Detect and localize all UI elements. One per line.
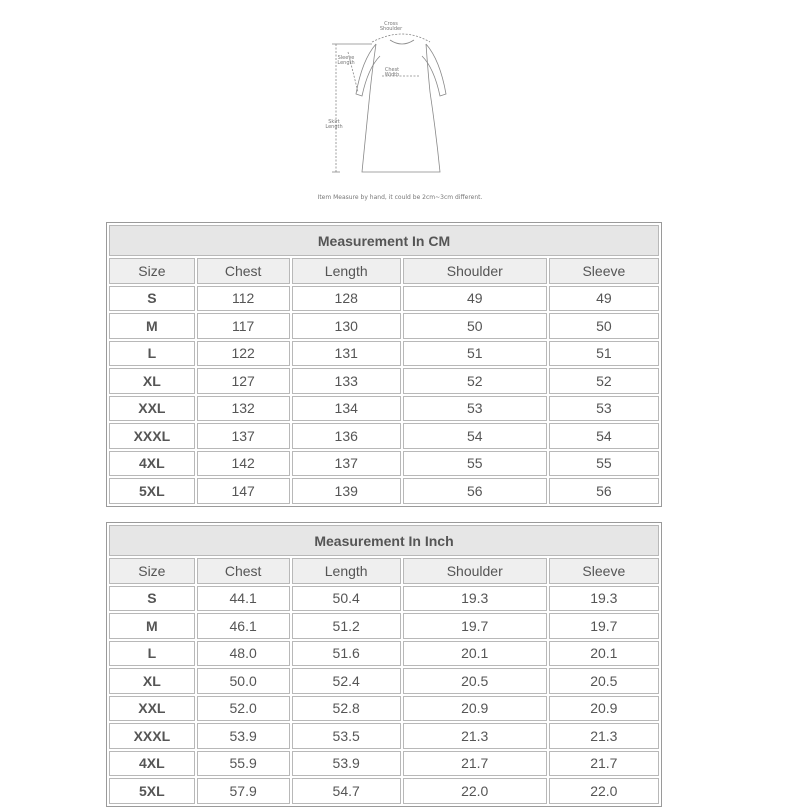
- length-cell: 133: [292, 368, 401, 394]
- shoulder-cell: 53: [403, 396, 547, 422]
- size-cell: 4XL: [109, 451, 195, 477]
- sleeve-cell: 21.7: [549, 751, 659, 777]
- shoulder-cell: 20.1: [403, 641, 547, 667]
- table-row: [109, 586, 659, 612]
- size-cell: L: [109, 341, 195, 367]
- chest-cell: 50.0: [197, 668, 290, 694]
- chest-cell: 132: [197, 396, 290, 422]
- sleeve-cell: 51: [549, 341, 659, 367]
- length-cell: 128: [292, 286, 401, 312]
- length-cell: 137: [292, 451, 401, 477]
- shoulder-cell: 51: [403, 341, 547, 367]
- table-row: [109, 396, 659, 422]
- chest-cell: 147: [197, 478, 290, 504]
- shoulder-cell: 19.7: [403, 613, 547, 639]
- shoulder-cell: 19.3: [403, 586, 547, 612]
- sleeve-cell: 50: [549, 313, 659, 339]
- shoulder-cell: 20.5: [403, 668, 547, 694]
- length-cell: 136: [292, 423, 401, 449]
- table-title: Measurement In CM: [109, 225, 659, 256]
- shoulder-cell: 49: [403, 286, 547, 312]
- sleeve-cell: 19.7: [549, 613, 659, 639]
- sleeve-cell: 20.1: [549, 641, 659, 667]
- size-cell: S: [109, 586, 195, 612]
- length-cell: 52.8: [292, 696, 401, 722]
- shoulder-cell: 21.7: [403, 751, 547, 777]
- measure-note: Item Measure by hand, it could be 2cm~3cm different.: [317, 194, 483, 201]
- length-cell: 53.9: [292, 751, 401, 777]
- table-row: [109, 341, 659, 367]
- size-cell: XXXL: [109, 423, 195, 449]
- chest-cell: 52.0: [197, 696, 290, 722]
- sleeve-cell: 54: [549, 423, 659, 449]
- chest-cell: 48.0: [197, 641, 290, 667]
- table-row: [109, 286, 659, 312]
- header-length: Length: [292, 258, 401, 284]
- length-cell: 50.4: [292, 586, 401, 612]
- shoulder-cell: 50: [403, 313, 547, 339]
- table-row: [109, 478, 659, 504]
- length-cell: 131: [292, 341, 401, 367]
- table-title: Measurement In Inch: [109, 525, 659, 556]
- header-length: Length: [292, 558, 401, 584]
- dress-measurement-diagram: [300, 12, 500, 212]
- shoulder-cell: 54: [403, 423, 547, 449]
- table-row: [109, 423, 659, 449]
- sleeve-cell: 19.3: [549, 586, 659, 612]
- size-cell: 5XL: [109, 778, 195, 804]
- size-cell: L: [109, 641, 195, 667]
- length-cell: 51.2: [292, 613, 401, 639]
- shoulder-cell: 56: [403, 478, 547, 504]
- cm-measurement-table: [106, 222, 662, 507]
- header-size: Size: [109, 258, 195, 284]
- length-cell: 54.7: [292, 778, 401, 804]
- sleeve-length-label: Sleeve Length: [337, 55, 355, 66]
- sleeve-cell: 49: [549, 286, 659, 312]
- chest-cell: 117: [197, 313, 290, 339]
- length-cell: 130: [292, 313, 401, 339]
- header-size: Size: [109, 558, 195, 584]
- chest-cell: 44.1: [197, 586, 290, 612]
- length-cell: 134: [292, 396, 401, 422]
- size-cell: XXL: [109, 696, 195, 722]
- sleeve-cell: 21.3: [549, 723, 659, 749]
- header-chest: Chest: [197, 558, 290, 584]
- table-row: [109, 451, 659, 477]
- chest-cell: 112: [197, 286, 290, 312]
- chest-cell: 55.9: [197, 751, 290, 777]
- size-cell: XXXL: [109, 723, 195, 749]
- table-row: [109, 313, 659, 339]
- size-cell: 4XL: [109, 751, 195, 777]
- chest-cell: 142: [197, 451, 290, 477]
- shoulder-cell: 22.0: [403, 778, 547, 804]
- chest-cell: 137: [197, 423, 290, 449]
- size-cell: 5XL: [109, 478, 195, 504]
- sleeve-cell: 22.0: [549, 778, 659, 804]
- sleeve-cell: 20.5: [549, 668, 659, 694]
- length-cell: 51.6: [292, 641, 401, 667]
- size-cell: M: [109, 313, 195, 339]
- length-cell: 139: [292, 478, 401, 504]
- inch-measurement-table: [106, 522, 662, 807]
- skirt-length-label: Skirt Length: [325, 119, 343, 130]
- table-row: [109, 668, 659, 694]
- table-row: [109, 696, 659, 722]
- size-cell: XL: [109, 368, 195, 394]
- shoulder-cell: 21.3: [403, 723, 547, 749]
- size-cell: XXL: [109, 396, 195, 422]
- chest-cell: 53.9: [197, 723, 290, 749]
- header-sleeve: Sleeve: [549, 558, 659, 584]
- shoulder-cell: 20.9: [403, 696, 547, 722]
- table-row: [109, 613, 659, 639]
- size-cell: XL: [109, 668, 195, 694]
- header-shoulder: Shoulder: [403, 258, 547, 284]
- table-row: [109, 751, 659, 777]
- sleeve-cell: 55: [549, 451, 659, 477]
- size-cell: M: [109, 613, 195, 639]
- header-shoulder: Shoulder: [403, 558, 547, 584]
- sleeve-cell: 53: [549, 396, 659, 422]
- sleeve-cell: 52: [549, 368, 659, 394]
- chest-cell: 46.1: [197, 613, 290, 639]
- shoulder-cell: 52: [403, 368, 547, 394]
- sleeve-cell: 56: [549, 478, 659, 504]
- shoulder-cell: 55: [403, 451, 547, 477]
- sleeve-cell: 20.9: [549, 696, 659, 722]
- chest-cell: 57.9: [197, 778, 290, 804]
- cross-shoulder-label: Cross Shoulder: [379, 21, 403, 32]
- chest-width-label: Chest Width: [384, 67, 400, 78]
- dress-outline-icon: [300, 12, 500, 192]
- table-row: [109, 368, 659, 394]
- chest-cell: 127: [197, 368, 290, 394]
- table-row: [109, 641, 659, 667]
- header-chest: Chest: [197, 258, 290, 284]
- header-sleeve: Sleeve: [549, 258, 659, 284]
- chest-cell: 122: [197, 341, 290, 367]
- size-cell: S: [109, 286, 195, 312]
- length-cell: 53.5: [292, 723, 401, 749]
- table-row: [109, 723, 659, 749]
- length-cell: 52.4: [292, 668, 401, 694]
